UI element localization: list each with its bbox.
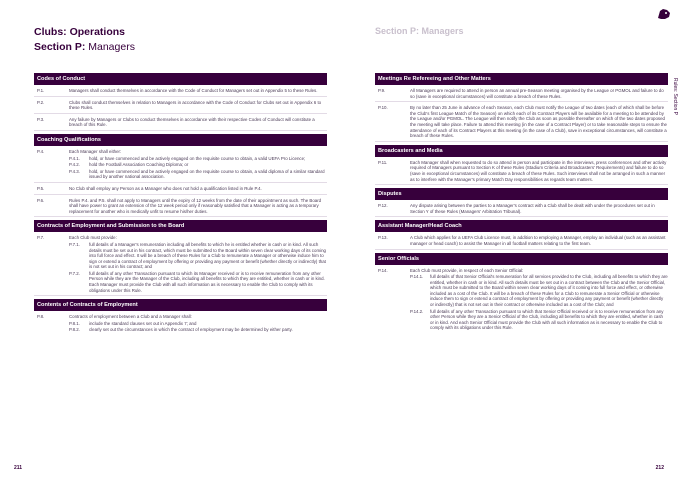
sub-rule (410, 309, 668, 331)
rule-text: Any dispute arising between the parties to a Manager's contract with a Club shall be dealt with under the procedures set out in Section Y of these Rules (Managers' Arbitration Tribunal). (410, 203, 655, 214)
rule-number: P.3. (37, 116, 45, 122)
rule-number: P.11. (378, 159, 388, 165)
sub-rule-number: P.7.1. (69, 241, 80, 247)
page-number-right: 212 (655, 465, 664, 471)
section-subtitle-prefix: Section P: (34, 41, 86, 53)
rule-row (34, 314, 327, 335)
rule-number: P.13. (378, 235, 388, 241)
rule-text-block (410, 203, 668, 214)
rule-number: P.6. (37, 197, 45, 203)
rule-row (375, 105, 668, 142)
rule-text: A Club which applies for a UEFA Club Licence must, in addition to employing a Manager, employ an individual (such as an assistant manager or head coach) to assist the Manager in all football matters relating to the first team. (410, 235, 666, 246)
rule-number: P.10. (378, 105, 388, 111)
rule-text-block (69, 117, 327, 128)
sub-rule (69, 321, 327, 327)
rule-text: Rules P.4. and P.5. shall not apply to Managers until the expiry of 12 weeks from the date of their appointment as such. The Board shall have power to grant an extension of the 12 week period only if reasonably satisfied that a Manager is acting as a temporary replacement for another who is medically unfit to resume his/her duties. (69, 197, 322, 214)
section-heading: Contents of Contracts of Employment (34, 299, 327, 311)
right-column (375, 73, 668, 336)
sub-rule (69, 271, 327, 293)
running-header (375, 26, 464, 36)
rule-text: Contracts of employment between a Club and a Manager shall: (69, 314, 192, 320)
sub-rule-text: full details of a Manager's remuneration including all benefits to which he is entitled whether in cash or in kind. All such details must be set out in his contract, which must be submitted to the Board within seven clear working days of its coming into full force and effect. It will be a breach of these Rules for a Club to remunerate a Manager or otherwise induce him to sign or extend a contract of employment by offering or providing any payment or benefit (whether directly or indirectly) that is not set out in his contract; and (89, 241, 326, 270)
sub-rule-text: full details of that Senior Official's remuneration for all services provided to the Club, including all benefits to which they are entitled, whether in cash or in kind. All such details must be set out in a contract between the Club and the Senior Official, which must be submitted to the Board within seven clear working days of it coming into full force and effect, or otherwise included as a cost of the Club. It will be a breach of these Rules for a Club to remunerate a Senior Official or otherwise induce them to sign or extend a contract of employment by offering or providing any payment or benefit (whether directly or indirectly) that is not set out in their contract or otherwise included as a cost of the Club; and (430, 274, 668, 308)
sub-rule-number: P.4.1. (69, 155, 80, 161)
rule-number: P.4. (37, 148, 45, 154)
rule-number: P.5. (37, 185, 45, 191)
right-page (340, 0, 680, 483)
rule-text-block (410, 105, 668, 139)
sub-rule-text: full details of any other Transaction pursuant to which its Manager received or is to receive remuneration from any other Person while they are the Manager of the Club, including all benefits to which they are entitled, whether in cash or in kind. Each Manager must provide the Club with all such information as is necessary to enable the Club to comply with its obligations under this Rule. (89, 270, 325, 293)
section-heading: Coaching Qualifications (34, 134, 327, 146)
rule-text: By no later than 25 June in advance of each Season, each Club must notify the League of two dates (each of which shall be before the Club's first League Match of the Season) on which each of its Contract Players will be available for a meeting to be attended by the League and/or PGMOL. The League will then notify the Club as soon as possible thereafter on which of the two dates proposed the meeting will take place. Failure to attend this meeting (in the case of a Contract Player) or to take reasonable steps to ensure the attendance of each of its Contract Players at this meeting (in the case of a Club), save in exceptional circumstances, will constitute a breach of these Rules. (410, 105, 667, 139)
rule-text-block (410, 160, 668, 182)
rule-text-block (69, 198, 327, 215)
sub-rule (69, 156, 327, 162)
sub-rule-number: P.7.2. (69, 270, 80, 276)
rule-number: P.7. (37, 235, 45, 241)
sub-rule (69, 169, 327, 180)
rule-row (375, 88, 668, 102)
sub-rule (69, 242, 327, 270)
sub-rule-text: hold, or have commenced and be actively engaged on the requisite course to obtain, a valid UEFA Pro Licence; (89, 155, 306, 161)
rule-number: P.14. (378, 267, 388, 273)
page-number-left: 211 (14, 465, 23, 471)
rule-row (34, 117, 327, 131)
rule-row (34, 88, 327, 97)
rule-text: All Managers are required to attend in person an annual pre-Season meeting organised by the League or PGMOL and failure to do so (save in exceptional circumstances) will constitute a breach of these Rules. (410, 88, 664, 99)
rule-number: P.8. (37, 314, 45, 320)
rule-text-block (410, 268, 668, 332)
rule-text: Each Club must provide, in respect of each Senior Official: (410, 267, 524, 273)
sub-rule-number: P.4.2. (69, 162, 80, 168)
rule-text-block (69, 314, 327, 333)
side-tab-label: Rules: Section P (672, 78, 678, 115)
section-subtitle (34, 41, 135, 53)
rule-text: No Club shall employ any Person as a Manager who does not hold a qualification listed in Rule P.4. (69, 185, 262, 191)
document-title: Clubs: Operations (34, 26, 126, 38)
section-heading: Contracts of Employment and Submission to the Board (34, 220, 327, 232)
section-heading: Disputes (375, 188, 668, 200)
rule-text-block (69, 100, 327, 111)
running-header-suffix: Managers (419, 26, 464, 36)
rule-row (34, 100, 327, 114)
sub-rule-text: hold the Football Association Coaching Diploma; or (89, 162, 189, 168)
rule-text-block (69, 186, 327, 192)
rule-row (34, 198, 327, 218)
rule-number: P.9. (378, 88, 386, 93)
rule-text-block (69, 149, 327, 180)
rule-text: Managers shall conduct themselves in accordance with the Code of Conduct for Managers set out in Appendix 5 to these Rules. (69, 88, 318, 93)
sub-rule (410, 274, 668, 308)
section-heading: Codes of Conduct (34, 73, 327, 85)
section-heading: Senior Officials (375, 253, 668, 265)
sub-rule-text: clearly set out the circumstances in which the contract of employment may be determined by either party. (89, 327, 293, 333)
sub-rule-number: P.8.1. (69, 320, 80, 326)
rule-row (375, 203, 668, 217)
rule-text-block (410, 235, 668, 246)
rule-number: P.12. (378, 203, 388, 209)
left-column (34, 73, 327, 338)
rule-text: Clubs shall conduct themselves in relation to Managers in accordance with the Code of Conduct for Clubs set out in Appendix 6 to these Rules. (69, 99, 322, 111)
rule-row (34, 186, 327, 195)
sub-rule-text: include the standard clauses set out in Appendix 7; and (89, 320, 197, 326)
rule-number: P.1. (37, 88, 45, 93)
section-heading: Assistant Manager/Head Coach (375, 220, 668, 232)
sub-rule-text: hold, or have commenced and be actively engaged on the requisite course to obtain, a valid diploma of a similar standard issued by another national association. (89, 168, 325, 180)
rule-row (34, 149, 327, 183)
league-lion-icon (656, 8, 672, 20)
sub-rule-number: P.14.1. (410, 274, 424, 280)
section-heading: Meetings Re Refereeing and Other Matters (375, 73, 668, 85)
rule-text: Each Manager shall when requested to do so attend in person and participate in the interviews, press conferences and other activity required of Managers pursuant to Section K of these Rules (Stadium Criteria and Broadcasters' Requirements) and failure to do so (save in exceptional circumstances) will constitute a breach of these Rules. Such interviews shall not be arranged in such a manner as to interfere with the Manager's primary Match Day responsibilities as regards team matters. (410, 159, 667, 182)
sub-rule (69, 327, 327, 333)
rule-text: Any failure by Managers or Clubs to conduct themselves in accordance with their respective Codes of Conduct will constitute a breach of this Rule. (69, 116, 315, 128)
rule-text-block (69, 235, 327, 293)
sub-rule-number: P.14.2. (410, 308, 424, 314)
rule-text: Each Manager shall either: (69, 148, 122, 154)
rule-text-block (410, 88, 668, 99)
rule-row (375, 268, 668, 334)
section-heading: Broadcasters and Media (375, 145, 668, 157)
section-subtitle-suffix: Managers (85, 41, 135, 53)
rule-text-block (69, 88, 327, 94)
rule-row (375, 160, 668, 185)
sub-rule-text: full details of any other Transaction pursuant to which that Senior Official received or is to receive remuneration from any other Person while they are a Senior Official of the Club, including all benefits to which they are entitled, whether in cash or in kind. And each Senior Official must provide the Club with all such information as is necessary to enable the Club to comply with its obligations under this Rule. (430, 308, 664, 331)
rule-text: Each Club must provide: (69, 235, 117, 241)
running-header-prefix: Section P: (375, 26, 420, 36)
sub-rule (69, 162, 327, 168)
rule-row (34, 235, 327, 296)
sub-rule-number: P.4.3. (69, 168, 80, 174)
rule-row (375, 235, 668, 249)
rule-number: P.2. (37, 99, 45, 105)
sub-rule-number: P.8.2. (69, 327, 80, 333)
